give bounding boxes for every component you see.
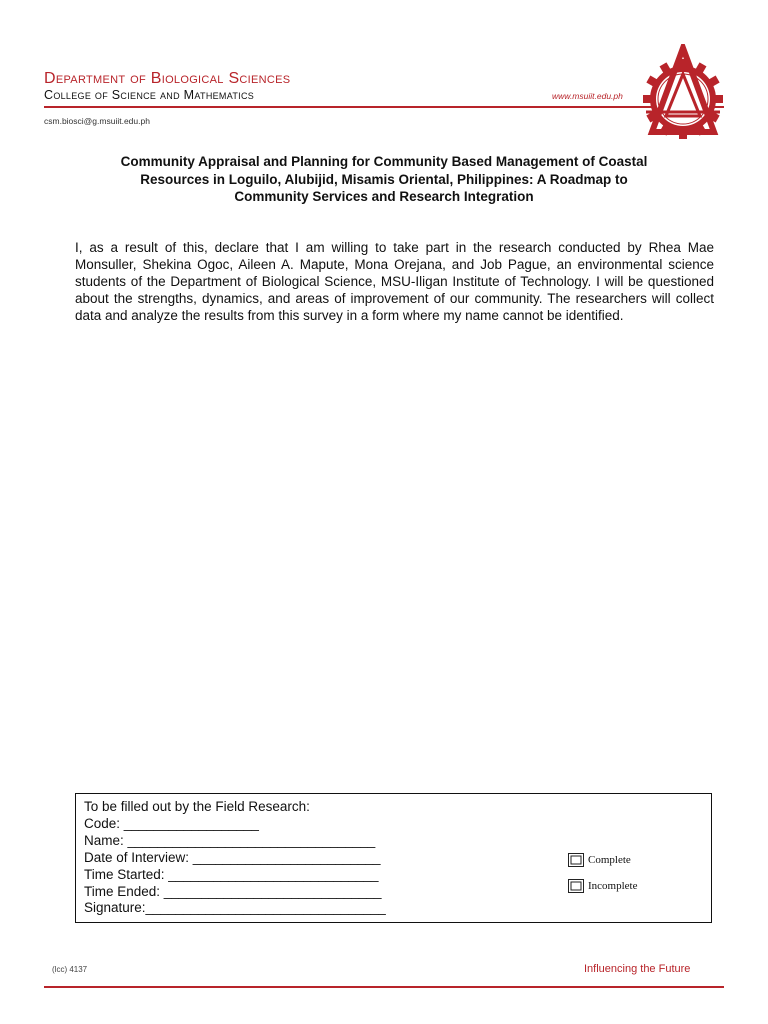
complete-checkbox[interactable]: [568, 853, 584, 867]
complete-option[interactable]: [568, 853, 631, 867]
department-name: Department of Biological Sciences: [44, 70, 291, 87]
form-code: (lcc) 4137: [52, 965, 88, 974]
code-field[interactable]: Code: __________________: [84, 815, 259, 831]
name-field[interactable]: Name: _________________________________: [84, 832, 376, 848]
incomplete-checkbox[interactable]: [568, 879, 584, 893]
field-research-box: [75, 793, 712, 923]
document-title: [80, 153, 688, 206]
time-started-field[interactable]: Time Started: ____________________________: [84, 866, 379, 882]
title-line: Resources in Loguilo, Alubijid, Misamis Oriental, Philippines: A Roadmap to: [140, 171, 628, 187]
field-research-lines: [84, 799, 386, 917]
website-link[interactable]: www.msuiit.edu.ph: [552, 91, 623, 101]
complete-label: Complete: [588, 854, 631, 866]
incomplete-label: Incomplete: [588, 880, 638, 892]
footer-tagline: Influencing the Future: [584, 963, 691, 975]
title-line: Community Services and Research Integration: [234, 189, 534, 204]
time-ended-field[interactable]: Time Ended: _____________________________: [84, 883, 382, 899]
consent-statement: I, as a result of this, declare that I am willing to take part in the research conducted by Rhea Mae Monsuller, Shekina Ogoc, Aileen A. Mapute, Mona Orejana, and Job Pague, an environmental science students of the Department of Biological Science, MSU-Iligan Institute of Technology. I will be questioned about the strengths, dynamics, and areas of improvement of our community. The researchers will collect data and analyze the results from this survey in a form where my name cannot be identified.: [75, 240, 714, 323]
field-research-heading: To be filled out by the Field Research:: [84, 799, 310, 814]
university-seal-logo-icon: [642, 44, 724, 154]
header-divider: [44, 106, 724, 108]
email-address[interactable]: csm.biosci@g.msuiit.edu.ph: [44, 116, 150, 126]
footer-divider: [44, 986, 724, 988]
incomplete-option[interactable]: [568, 879, 637, 893]
title-line: Community Appraisal and Planning for Community Based Management of Coastal: [120, 154, 648, 169]
college-name: College of Science and Mathematics: [44, 88, 255, 102]
signature-field[interactable]: Signature:________________________________: [84, 900, 386, 916]
date-of-interview-field[interactable]: Date of Interview: _________________________: [84, 849, 381, 865]
